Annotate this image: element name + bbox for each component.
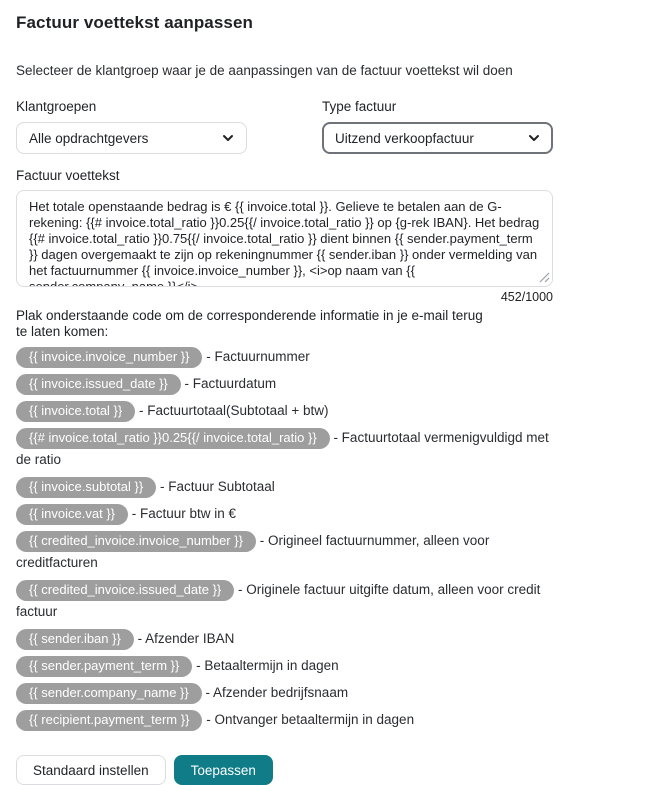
client-group-value: Alle opdrachtgevers — [29, 130, 149, 146]
invoice-type-field — [322, 99, 553, 154]
token-desc: - Originele factuur uitgifte datum, alleen voor credit factuur — [16, 582, 541, 619]
token-pill-subtotal[interactable]: {{ invoice.subtotal }} — [16, 477, 156, 498]
token-row — [16, 530, 554, 574]
footer-textarea-label: Factuur voettekst — [16, 168, 120, 183]
client-group-field — [16, 99, 247, 154]
page-subtitle: Selecteer de klantgroep waar je de aanpassingen van de factuur voettekst wil doen — [16, 63, 513, 78]
token-pill-recipient-payment-term[interactable]: {{ recipient.payment_term }} — [16, 710, 202, 731]
token-desc: - Factuurnummer — [206, 349, 310, 364]
token-pill-vat[interactable]: {{ invoice.vat }} — [16, 504, 128, 525]
token-pill-credited-issued-date[interactable]: {{ credited_invoice.issued_date }} — [16, 580, 234, 601]
token-desc: - Factuurtotaal vermenigvuldigd met de ratio — [16, 430, 549, 467]
token-desc: - Factuur Subtotaal — [159, 479, 275, 494]
client-group-label: Klantgroepen — [16, 99, 97, 114]
invoice-type-value: Uitzend verkoopfactuur — [335, 130, 474, 146]
tokens-intro: Plak onderstaande code om de corresponderende informatie in je e-mail terug te laten komen: — [16, 308, 483, 339]
token-row — [16, 400, 554, 422]
invoice-type-select[interactable] — [322, 122, 553, 154]
footer-textarea[interactable] — [16, 190, 553, 287]
page-title: Factuur voettekst aanpassen — [16, 13, 254, 32]
token-list — [16, 346, 554, 731]
filters-row — [16, 99, 553, 154]
token-pill-sender-payment-term[interactable]: {{ sender.payment_term }} — [16, 656, 192, 677]
character-counter: 452/1000 — [500, 290, 553, 304]
token-desc: - Afzender IBAN — [137, 631, 235, 646]
footer-textarea-wrap — [16, 190, 553, 287]
client-group-select[interactable] — [16, 122, 247, 154]
token-pill-total-ratio[interactable]: {{# invoice.total_ratio }}0.25{{/ invoice.total_ratio }} — [16, 428, 330, 449]
token-desc: - Ontvanger betaaltermijn in dagen — [206, 712, 415, 727]
token-row — [16, 655, 554, 677]
token-desc: - Factuurtotaal(Subtotaal + btw) — [139, 403, 329, 418]
token-desc: - Factuurdatum — [184, 376, 277, 391]
apply-button[interactable]: Toepassen — [174, 755, 273, 785]
token-pill-invoice-total[interactable]: {{ invoice.total }} — [16, 401, 135, 422]
token-row — [16, 476, 554, 498]
token-row — [16, 628, 554, 650]
token-desc: - Afzender bedrijfsnaam — [205, 685, 349, 700]
chevron-down-icon — [220, 130, 236, 146]
token-desc: - Factuur btw in € — [131, 506, 237, 521]
invoice-type-label: Type factuur — [322, 99, 397, 114]
token-pill-sender-iban[interactable]: {{ sender.iban }} — [16, 629, 134, 650]
token-pill-issued-date[interactable]: {{ invoice.issued_date }} — [16, 374, 181, 395]
token-row — [16, 682, 554, 704]
token-desc: - Origineel factuurnummer, alleen voor creditfacturen — [16, 533, 490, 570]
token-pill-credited-invoice-number[interactable]: {{ credited_invoice.invoice_number }} — [16, 531, 256, 552]
token-desc: - Betaaltermijn in dagen — [196, 658, 339, 673]
token-row — [16, 503, 554, 525]
actions-row — [16, 755, 554, 785]
token-row — [16, 427, 554, 471]
token-row — [16, 373, 554, 395]
reset-default-button[interactable]: Standaard instellen — [16, 755, 166, 785]
token-row — [16, 346, 554, 368]
token-pill-invoice-number[interactable]: {{ invoice.invoice_number }} — [16, 347, 202, 368]
token-pill-sender-company-name[interactable]: {{ sender.company_name }} — [16, 683, 202, 704]
token-row — [16, 709, 554, 731]
chevron-down-icon — [526, 130, 542, 146]
token-row — [16, 579, 554, 623]
